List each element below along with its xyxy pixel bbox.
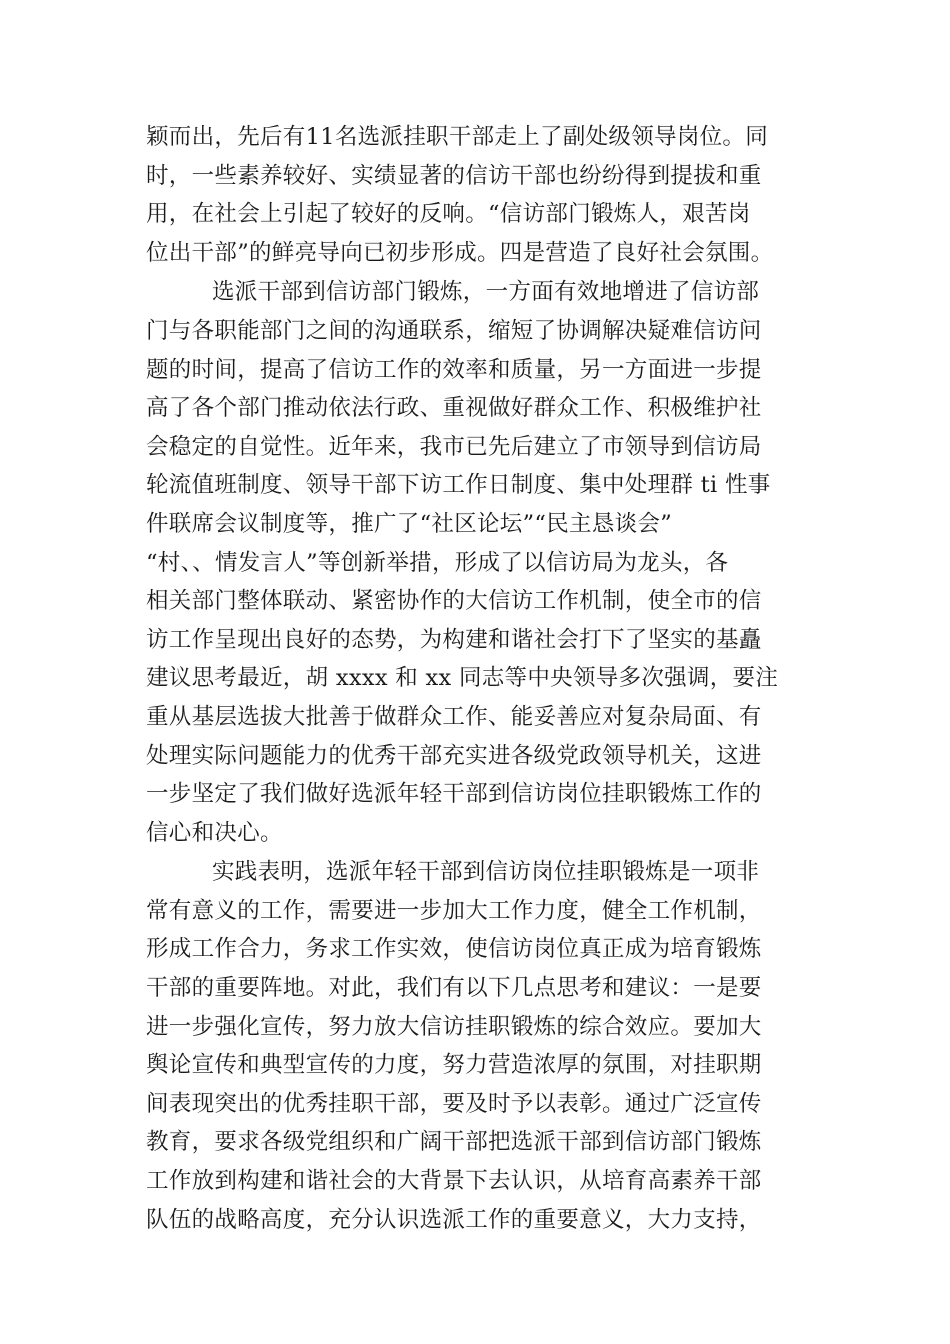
text-line-4: 位出干部”的鲜亮导向已初步形成。四是营造了良好社会氛围。	[146, 239, 774, 266]
text-line-11: 件联席会议制度等，推广了“社区论坛”“民主恳谈会”	[146, 510, 673, 537]
text-line-23: 干部的重要阵地。对此，我们有以下几点思考和建议：一是要	[146, 975, 762, 1002]
text-line-26: 间表现突出的优秀挂职干部，要及时予以表彰。通过广泛宣传	[146, 1090, 762, 1117]
text-line-7: 题的时间，提高了信访工作的效率和质量，另一方面进一步提	[146, 356, 762, 383]
text-line-22: 形成工作合力，务求工作实效，使信访岗位真正成为培育锻炼	[146, 936, 762, 963]
text-line-20: 实践表明，选派年轻干部到信访岗位挂职锻炼是一项非	[212, 859, 760, 886]
text-line-24: 进一步强化宣传，努力放大信访挂职锻炼的综合效应。要加大	[146, 1013, 762, 1040]
text-line-15: 建议思考最近，胡 xxxx 和 xx 同志等中央领导多次强调，要注	[146, 665, 779, 692]
text-line-13: 相关部门整体联动、紧密协作的大信访工作机制，使全市的信	[146, 588, 762, 615]
text-line-6: 门与各职能部门之间的沟通联系，缩短了协调解决疑难信访问	[146, 317, 762, 344]
text-line-8: 高了各个部门推动依法行政、重视做好群众工作、积极维护社	[146, 395, 762, 422]
text-line-5: 选派干部到信访部门锻炼，一方面有效地增进了信访部	[212, 279, 760, 306]
text-line-10: 轮流值班制度、领导干部下访工作日制度、集中处理群 ti 性事	[146, 472, 771, 499]
text-line-12: “村、、情发言人”等创新举措，形成了以信访局为龙头，各	[146, 549, 729, 576]
text-line-25: 舆论宣传和典型宣传的力度，努力营造浓厚的氛围，对挂职期	[146, 1052, 762, 1079]
text-line-17: 处理实际问题能力的优秀干部充实进各级党政领导机关，这进	[146, 742, 762, 769]
body-text	[146, 118, 810, 1239]
text-line-28: 工作放到构建和谐社会的大背景下去认识，从培育高素养干部	[146, 1168, 762, 1195]
text-line-27: 教育，要求各级党组织和广阔干部把选派干部到信访部门锻炼	[146, 1129, 762, 1156]
text-line-16: 重从基层选拔大批善于做群众工作、能妥善应对复杂局面、有	[146, 703, 762, 730]
text-line-3: 用，在社会上引起了较好的反响。“信访部门锻炼人，艰苦岗	[146, 201, 751, 228]
text-line-29: 队伍的战略高度，充分认识选派工作的重要意义，大力支持，	[146, 1206, 762, 1233]
text-line-9: 会稳定的自觉性。近年来，我市已先后建立了市领导到信访局	[146, 433, 762, 460]
text-line-14: 访工作呈现出良好的态势，为构建和谐社会打下了坚实的基矗	[146, 626, 762, 653]
text-line-21: 常有意义的工作，需要进一步加大工作力度，健全工作机制，	[146, 897, 762, 924]
text-line-18: 一步坚定了我们做好选派年轻干部到信访岗位挂职锻炼工作的	[146, 781, 762, 808]
text-line-19: 信心和决心。	[146, 819, 283, 846]
text-line-1: 颖而出，先后有11名选派挂职干部走上了副处级领导岗位。同	[146, 124, 769, 150]
text-line-2: 时，一些素养较好、实绩显著的信访干部也纷纷得到提拔和重	[146, 162, 762, 189]
